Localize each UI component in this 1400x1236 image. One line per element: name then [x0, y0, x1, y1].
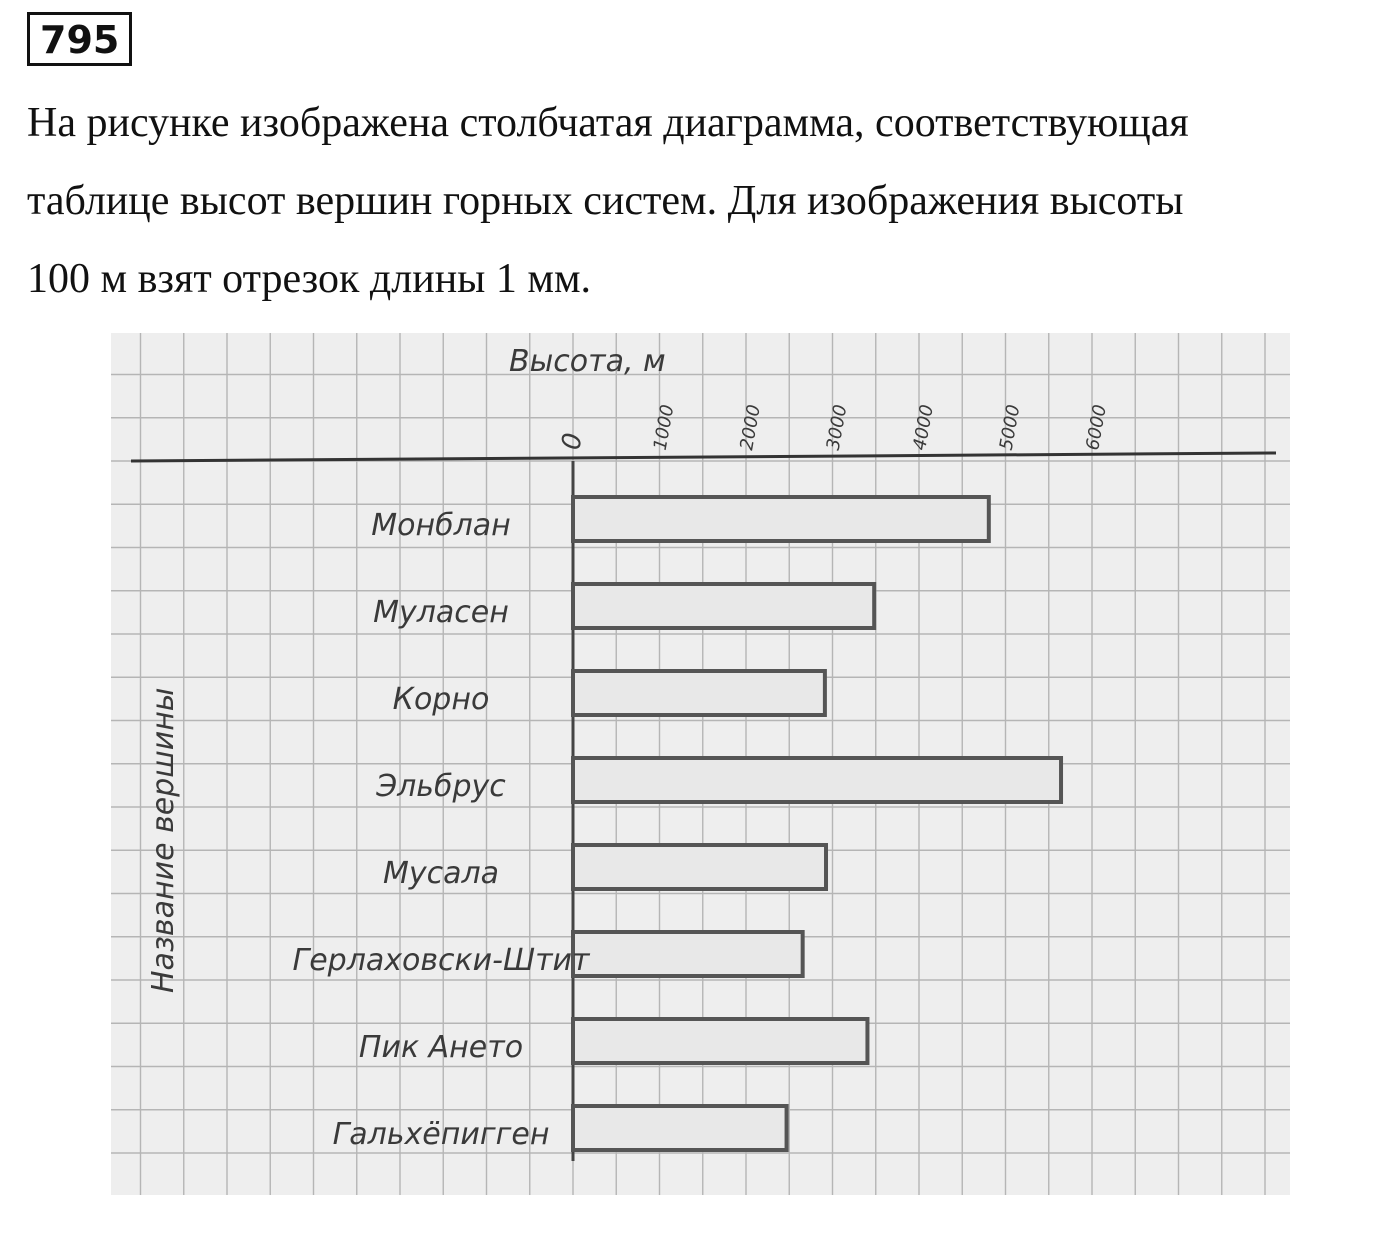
bar [573, 497, 989, 541]
problem-number: 795 [27, 12, 132, 66]
x-tick-label: 0 [556, 430, 589, 453]
category-label: Монблан [371, 508, 511, 543]
bar-chart [111, 333, 1290, 1195]
category-label: Пик Ането [358, 1030, 524, 1065]
category-label: Муласен [373, 595, 509, 630]
problem-text-line: 100 м взят отрезок длины 1 мм. [27, 256, 592, 302]
problem-text-line: На рисунке изображена столбчатая диаграмма, соответствующая [27, 100, 1189, 146]
x-tick-label: 6000 [1082, 403, 1111, 452]
y-axis-label: Название вершины [146, 687, 181, 993]
x-tick-label: 3000 [822, 403, 852, 452]
category-label: Герлаховски-Штит [292, 943, 590, 978]
x-axis-label: Высота, м [509, 344, 666, 379]
category-label: Гальхёпигген [332, 1117, 550, 1152]
x-tick-label: 1000 [649, 403, 679, 452]
bar [573, 671, 825, 715]
bar [573, 1106, 787, 1150]
category-label: Мусала [382, 856, 500, 891]
bar [573, 584, 874, 628]
bar [573, 758, 1061, 802]
problem-text [27, 84, 1367, 318]
x-tick-label: 2000 [736, 403, 765, 452]
problem-text-line: таблице высот вершин горных систем. Для изображения высоты [27, 178, 1184, 224]
x-tick-label: 4000 [909, 403, 938, 452]
bar [573, 932, 803, 976]
bar [573, 1019, 867, 1063]
bar [573, 845, 826, 889]
x-tick-label: 5000 [995, 403, 1025, 452]
category-label: Корно [392, 682, 490, 717]
category-label: Эльбрус [376, 769, 506, 804]
